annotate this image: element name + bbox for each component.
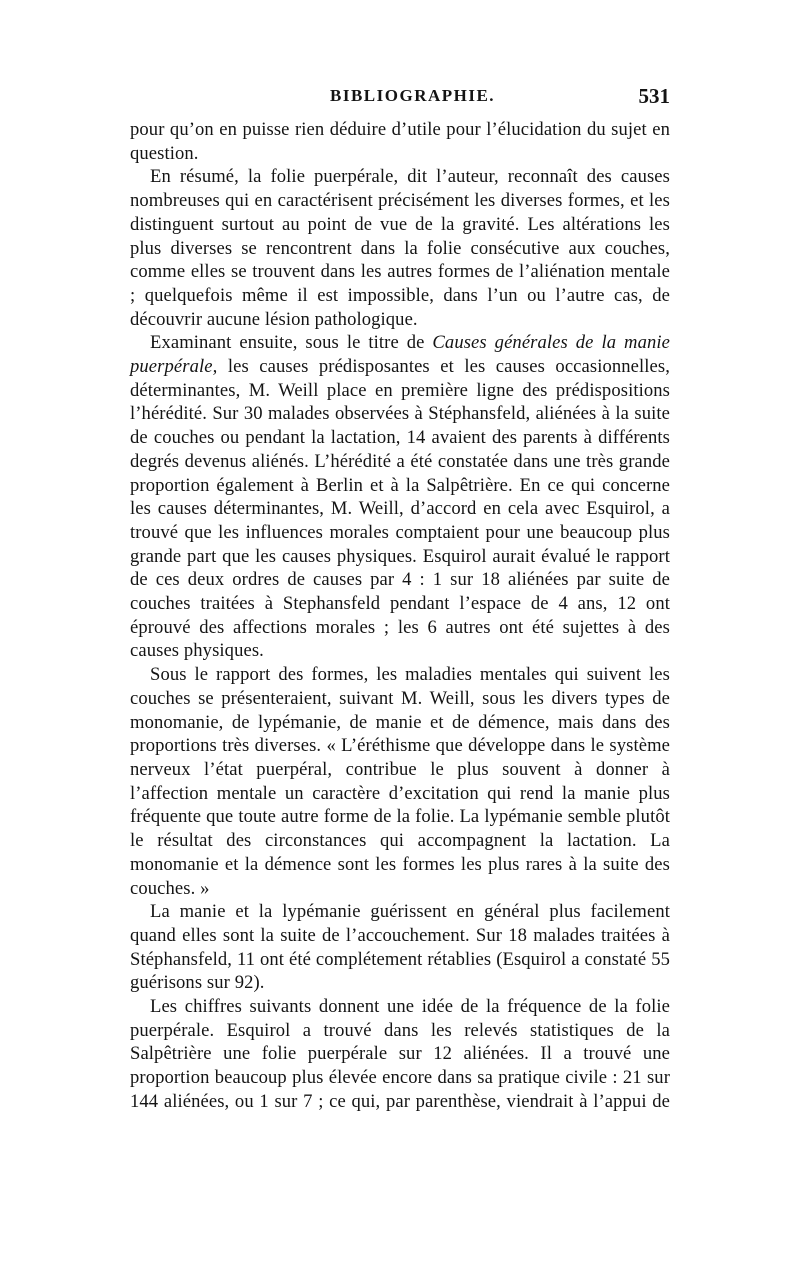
paragraph-causes-rest: les causes prédisposantes et les causes occasionnelles, déterminantes, M. Weill place en première ligne des prédispositions l’hérédité. Sur 30 malades observées à Stéphansfeld, aliénées à la suite de couches ou pendant la lactation, 14 avaient des parents à différents degrés devenus aliénés. L’hérédité a été constatée dans une très grande proportion également à Berlin et à la Salpêtrière. En ce qui concerne les causes déterminantes, M. Weill, d’accord en cela avec Esquirol, a trouvé que les influences morales comptaient pour une beaucoup plus grande part que les causes physiques. Esquirol aurait évalué le rapport de ces deux ordres de causes par 4 : 1 sur 18 aliénées par suite de couches traitées à Stephansfeld pendant l’espace de 4 ans, 12 ont éprouvé des affections morales ; les 6 autres ont été sujettes à des causes physiques. [130, 356, 670, 662]
paragraph-recovery: La manie et la lypémanie guérissent en général plus facilement quand elles sont la suite de l’accouchement. Sur 18 malades traitées à Stéphansfeld, 11 ont été complétement rétablies (Esquirol a constaté 55 guérisons sur 92). [130, 901, 670, 994]
page-number: 531 [638, 84, 670, 108]
paragraph-causes [130, 331, 670, 663]
book-page [130, 84, 670, 1114]
paragraph-forms: Sous le rapport des formes, les maladies mentales qui suivent les couches se présenteraient, suivant M. Weill, sous les divers types de monomanie, de lypémanie, de manie et de démence, mais dans des proportions très diverses. « L’éréthisme que développe dans le système nerveux l’état puerpéral, contribue le plus souvent à donner à l’affection mentale un caractère d’excitation qui rend la manie plus fréquente que toute autre forme de la folie. La lypémanie semble plutôt le résultat des circonstances qui accompagnent la lactation. La monomanie et la démence sont les formes les plus rares à la suite des couches. » [130, 664, 670, 899]
paragraph-causes-intro: Examinant ensuite, sous le titre de [150, 332, 433, 354]
paragraph-summary: En résumé, la folie puerpérale, dit l’auteur, reconnaît des causes nombreuses qui en caractérisent précisément les diverses formes, et les distinguent surtout au point de vue de la gravité. Les altérations les plus diverses se rencontrent dans la folie consécutive aux couches, comme elles se trouvent dans les autres formes de l’aliénation mentale ; quelquefois même il est impossible, dans l’un ou l’autre cas, de découvrir aucune lésion pathologique. [130, 166, 670, 330]
running-title: BIBLIOGRAPHIE. [330, 86, 496, 105]
paragraph-continuation: pour qu’on en puisse rien déduire d’utile pour l’élucidation du sujet en question. [130, 119, 670, 164]
body-text [130, 118, 670, 1114]
running-head [130, 84, 670, 118]
italic-title: Causes générales de la manie puerpérale, [130, 332, 670, 378]
paragraph-frequency: Les chiffres suivants donnent une idée de la fréquence de la folie puerpérale. Esquirol a trouvé dans les relevés statistiques de la Salpêtrière une folie puerpérale sur 12 aliénées. Il a trouvé une proportion beaucoup plus élevée encore dans sa pratique civile : 21 sur 144 aliénées, ou 1 sur 7 ; ce qui, par parenthèse, viendrait à l’appui de [130, 996, 670, 1112]
